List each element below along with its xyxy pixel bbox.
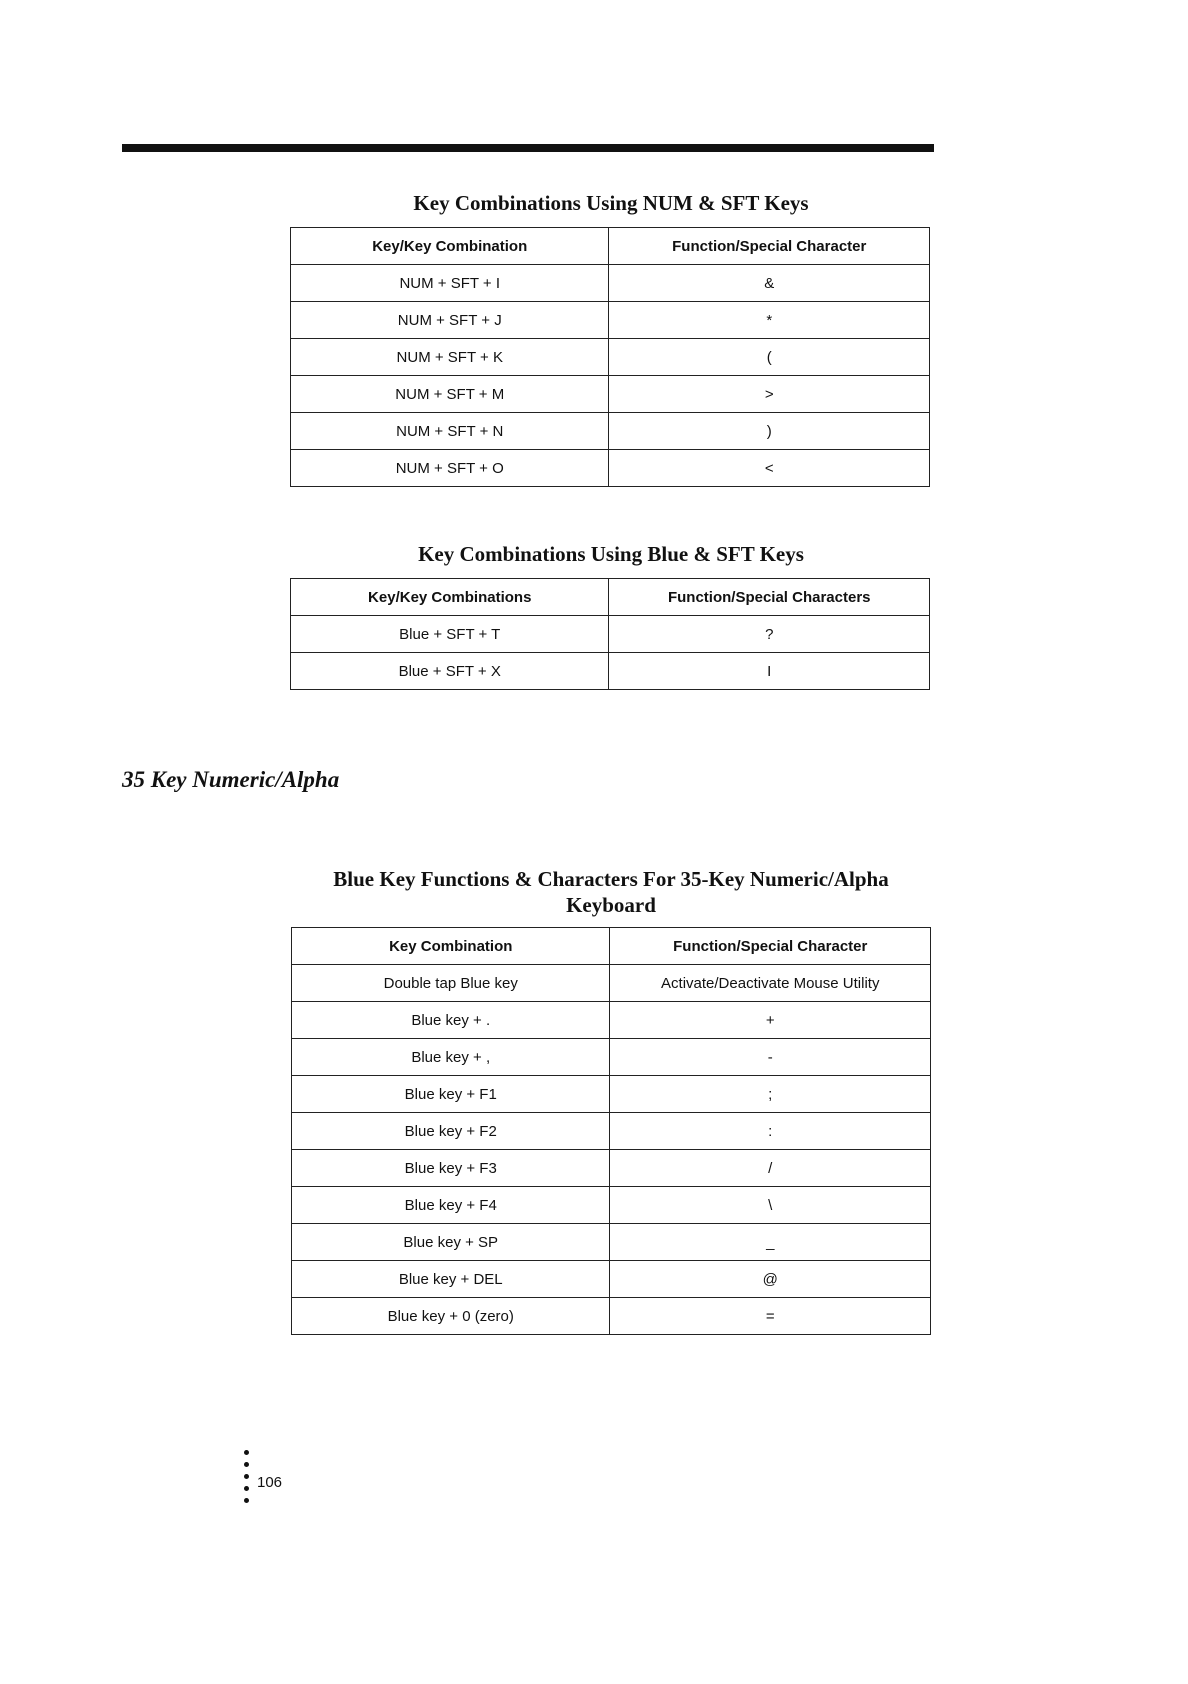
character-cell: < <box>609 450 930 487</box>
character-cell: & <box>609 265 930 302</box>
character-cell: ? <box>609 616 930 653</box>
key-cell: Blue key + F1 <box>292 1076 610 1113</box>
table-header-row <box>291 228 930 265</box>
character-cell: / <box>610 1150 931 1187</box>
column-header: Key/Key Combinations <box>291 579 609 616</box>
table-row <box>292 1039 931 1076</box>
table-row <box>292 1150 931 1187</box>
key-cell: Blue + SFT + X <box>291 653 609 690</box>
key-cell: NUM + SFT + M <box>291 376 609 413</box>
column-header: Function/Special Character <box>610 928 931 965</box>
character-cell: : <box>610 1113 931 1150</box>
key-cell: Blue key + DEL <box>292 1261 610 1298</box>
character-cell: \ <box>610 1187 931 1224</box>
column-header: Function/Special Character <box>609 228 930 265</box>
table-header-row <box>291 579 930 616</box>
character-cell: Activate/Deactivate Mouse Utility <box>610 965 931 1002</box>
table-row <box>292 1224 931 1261</box>
table-row <box>291 376 930 413</box>
character-cell: = <box>610 1298 931 1335</box>
key-cell: NUM + SFT + O <box>291 450 609 487</box>
table-header-row <box>292 928 931 965</box>
character-cell: - <box>610 1039 931 1076</box>
key-cell: Blue key + 0 (zero) <box>292 1298 610 1335</box>
table-blue-key-functions <box>291 927 931 1335</box>
character-cell: I <box>609 653 930 690</box>
table-num-sft <box>290 227 930 487</box>
table-row <box>291 653 930 690</box>
key-cell: Blue key + . <box>292 1002 610 1039</box>
column-header: Key/Key Combination <box>291 228 609 265</box>
character-cell: * <box>609 302 930 339</box>
key-cell: NUM + SFT + N <box>291 413 609 450</box>
table-row <box>292 1187 931 1224</box>
key-cell: NUM + SFT + I <box>291 265 609 302</box>
page-dots-decoration <box>244 1450 250 1510</box>
table-row <box>291 450 930 487</box>
table-row <box>292 1076 931 1113</box>
character-cell: _ <box>610 1224 931 1261</box>
table-row <box>292 1113 931 1150</box>
key-cell: Blue key + F2 <box>292 1113 610 1150</box>
character-cell: ) <box>609 413 930 450</box>
column-header: Function/Special Characters <box>609 579 930 616</box>
key-cell: NUM + SFT + K <box>291 339 609 376</box>
table-row <box>291 413 930 450</box>
key-cell: Blue key + , <box>292 1039 610 1076</box>
table-blue-sft <box>290 578 930 690</box>
key-cell: Blue + SFT + T <box>291 616 609 653</box>
key-cell: Blue key + F4 <box>292 1187 610 1224</box>
table-row <box>291 265 930 302</box>
table-row <box>292 965 931 1002</box>
character-cell: + <box>610 1002 931 1039</box>
character-cell: > <box>609 376 930 413</box>
table-row <box>291 339 930 376</box>
table-title-num-sft: Key Combinations Using NUM & SFT Keys <box>413 191 809 215</box>
character-cell: ; <box>610 1076 931 1113</box>
column-header: Key Combination <box>292 928 610 965</box>
table-title-line: Keyboard <box>566 893 656 917</box>
key-cell: Blue key + SP <box>292 1224 610 1261</box>
character-cell: @ <box>610 1261 931 1298</box>
table-row <box>292 1261 931 1298</box>
character-cell: ( <box>609 339 930 376</box>
key-cell: NUM + SFT + J <box>291 302 609 339</box>
table-title-line: Blue Key Functions & Characters For 35-Key Numeric/Alpha <box>333 867 889 891</box>
key-cell: Double tap Blue key <box>292 965 610 1002</box>
table-row <box>292 1002 931 1039</box>
table-title-blue-sft: Key Combinations Using Blue & SFT Keys <box>418 542 804 566</box>
top-rule <box>122 144 934 152</box>
table-row <box>292 1298 931 1335</box>
page-number: 106 <box>257 1474 283 1491</box>
table-title-blue-key-functions <box>290 866 932 918</box>
key-cell: Blue key + F3 <box>292 1150 610 1187</box>
section-heading: 35 Key Numeric/Alpha <box>122 767 340 792</box>
table-row <box>291 616 930 653</box>
table-row <box>291 302 930 339</box>
